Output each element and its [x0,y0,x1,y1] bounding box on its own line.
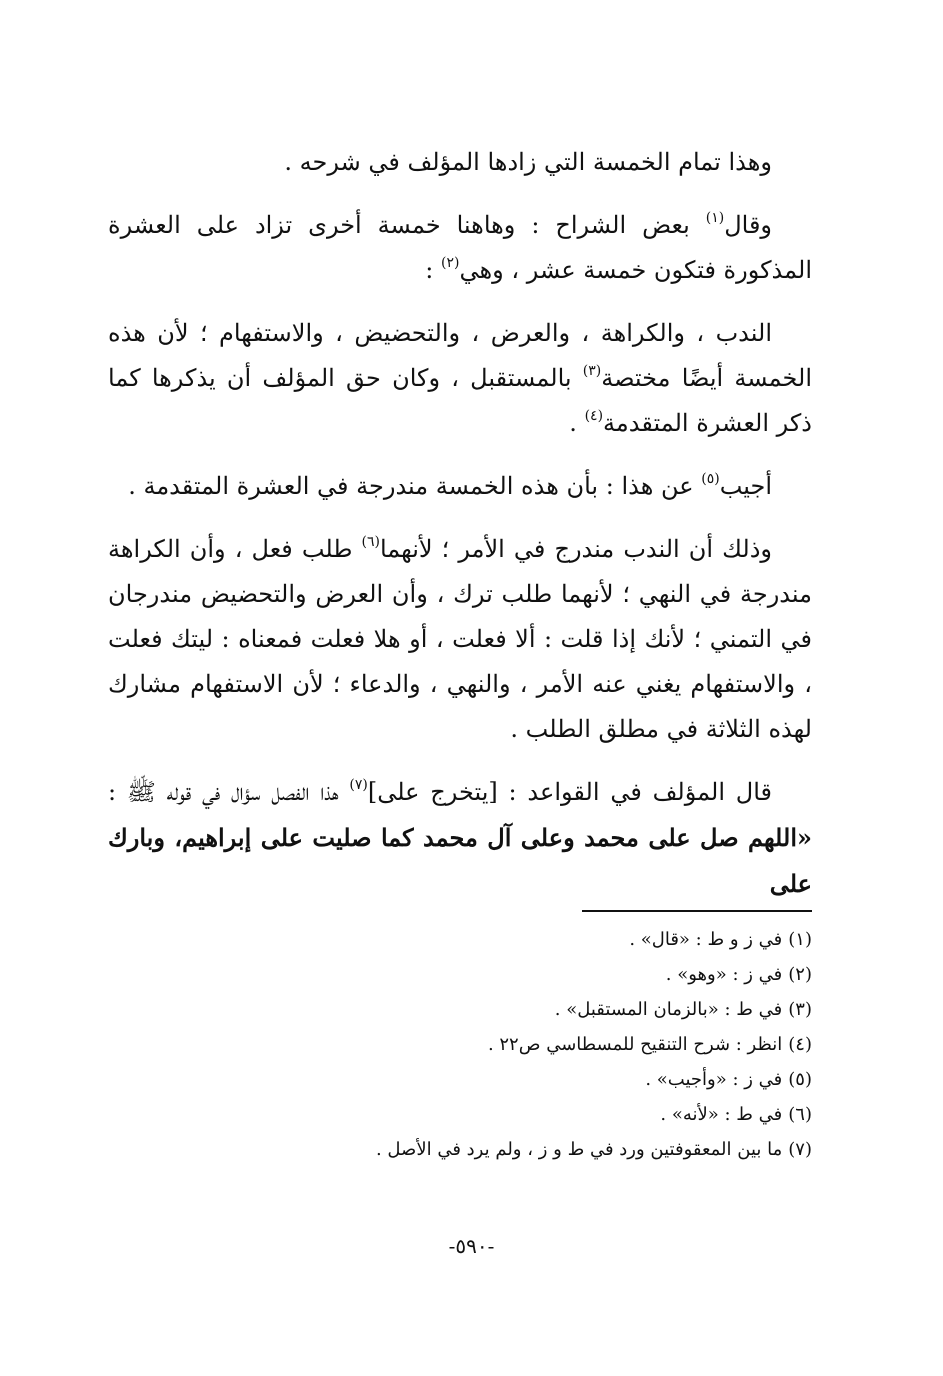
text-run: قال المؤلف في القواعد : [يتخرج على] [367,778,772,806]
footnote-number: (٦) [788,1104,812,1125]
paragraph-3 [108,311,812,446]
text-run: بعض الشراح : وهاهنا خمسة أخرى تزاد على العشرة المذكورة فتكون خمسة عشر ، وهي [108,211,812,284]
footnotes [300,922,812,1167]
hadith-quote: «اللهم صل على محمد وعلى آل محمد كما صليت على إبراهيم، وبارك على [108,823,812,898]
footnote-number: (٢) [788,964,812,985]
text-run: وذلك أن الندب مندرج في الأمر ؛ لأنهما [379,535,772,563]
footnote-ref-5[interactable]: (٥) [701,471,720,487]
footnote-5 [300,1062,812,1097]
page-number: -٥٩٠- [448,1234,495,1258]
text-run: : [425,256,441,284]
text-run: هذا الفصل سؤال في قوله ﷺ : [108,778,350,806]
footnote-number: (٧) [788,1139,812,1160]
footnote-ref-3[interactable]: (٣) [582,363,602,379]
footnote-3 [300,992,812,1027]
footnote-text: في ز و ط : «قال» . [629,929,783,950]
footnote-ref-1[interactable]: (١) [705,210,725,226]
footnote-4 [300,1027,812,1062]
footnote-text: في ط : «لأنه» . [660,1104,783,1125]
footnote-text: في ز : «وهو» . [665,964,783,985]
footnote-separator [582,910,812,912]
text-run: الندب ، والكراهة ، والعرض ، والتحضيض ، والاستفهام ؛ لأن هذه الخمسة أيضًا مختصة [108,319,812,392]
text-run: طلب فعل ، وأن الكراهة مندرجة في النهي ؛ لأنهما طلب ترك ، وأن العرض والتحضيض مندرجان في التمني ؛ لأنك إذا قلت : ألا فعلت ، أو هلا فعلت فمعناه : ليتك فعلت ، والاستفهام يغني عنه الأمر ، والنهي ، والدعاء ؛ لأن الاستفهام مشارك لهذه الثلاثة في مطلق الطلب . [108,535,812,743]
footnote-number: (٤) [788,1034,812,1055]
text-run: وقال [724,211,772,239]
footnote-text: في ز : «وأجيب» . [645,1069,783,1090]
footnote-number: (٣) [788,999,812,1020]
footnote-number: (١) [788,929,812,950]
main-text [108,140,812,907]
footnote-1 [300,922,812,957]
paragraph-1 [108,140,812,185]
footnote-text: ما بين المعقوفتين ورد في ط و ز ، ولم يرد في الأصل . [375,1139,783,1160]
text-run: عن هذا : بأن هذه الخمسة مندرجة في العشرة المتقدمة . [128,472,702,500]
footnote-ref-2[interactable]: (٢) [440,255,460,271]
footnote-ref-4[interactable]: (٤) [584,408,604,424]
text-run: بالمستقبل ، وكان حق المؤلف أن يذكرها كما ذكر العشرة المتقدمة [108,364,812,437]
paragraph-1-text: وهذا تمام الخمسة التي زادها المؤلف في شرحه . [284,148,772,176]
paragraph-4 [108,464,812,509]
text-run: أجيب [719,472,772,500]
footnote-ref-6[interactable]: (٦) [361,534,380,550]
footnote-number: (٥) [788,1069,812,1090]
footnote-text: في ط : «بالزمان المستقبل» . [554,999,783,1020]
footnote-ref-7[interactable]: (٧) [349,777,368,793]
paragraph-2 [108,203,812,293]
paragraph-5 [108,527,812,752]
footnote-6 [300,1097,812,1132]
footnote-text: انظر : شرح التنقيح للمسطاسي ص٢٢ . [487,1034,783,1055]
paragraph-6 [108,770,812,907]
footnote-7 [300,1132,812,1167]
text-run: . [569,409,585,437]
footnote-2 [300,957,812,992]
